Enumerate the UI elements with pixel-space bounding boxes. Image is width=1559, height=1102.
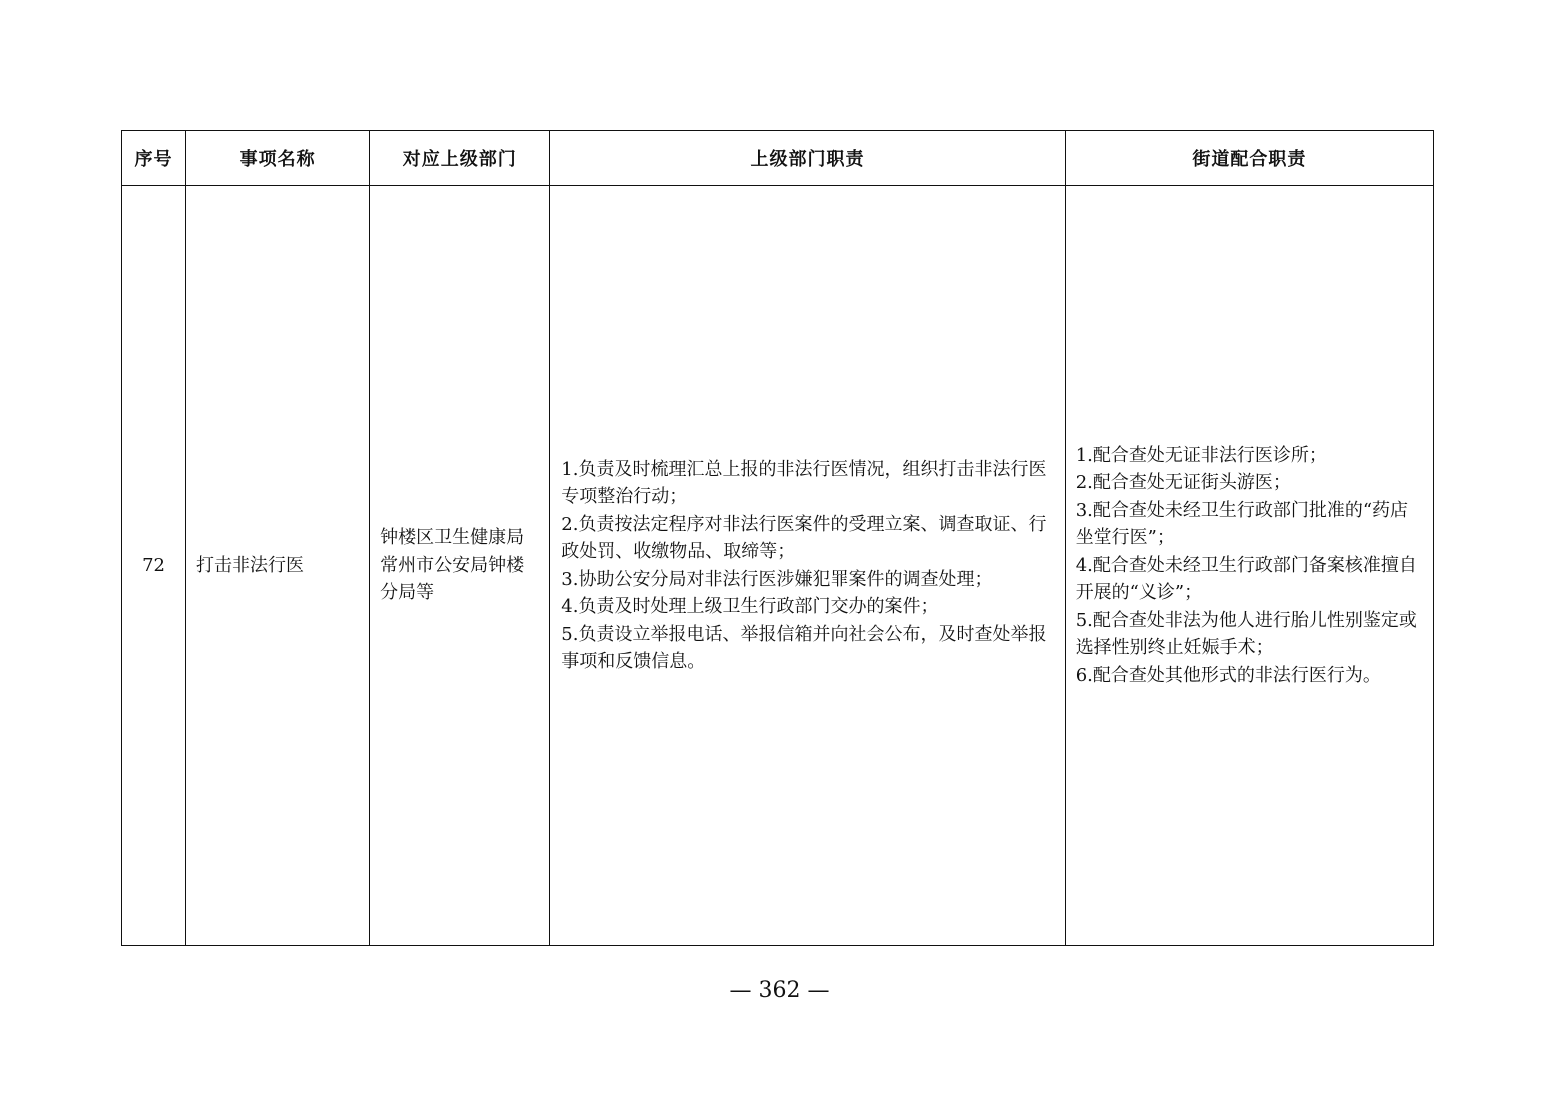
item-name-cell: 打击非法行医 <box>186 186 370 946</box>
upper-duty-item: 3.协助公安分局对非法行医涉嫌犯罪案件的调查处理； <box>561 568 993 590</box>
header-upper-department: 对应上级部门 <box>370 131 550 186</box>
upper-duty-item: 2.负责按法定程序对非法行医案件的受理立案、调查取证、行政处罚、收缴物品、取缔等； <box>561 513 1047 562</box>
department-line: 钟楼区卫生健康局 <box>380 527 525 549</box>
header-item-name: 事项名称 <box>186 131 370 186</box>
serial-number-cell: 72 <box>122 186 186 946</box>
street-duty-item: 2.配合查处无证街头游医； <box>1075 472 1291 494</box>
header-street-duties: 街道配合职责 <box>1065 131 1433 186</box>
upper-duty-item: 4.负责及时处理上级卫生行政部门交办的案件； <box>561 596 939 617</box>
upper-duty-item: 1.负责及时梳理汇总上报的非法行医情况，组织打击非法行医专项整治行动； <box>561 458 1047 507</box>
department-line: 常州市公安局钟楼分局等 <box>380 554 525 604</box>
department-cell <box>370 186 550 946</box>
street-duty-item: 4.配合查处未经卫生行政部门备案核准擅自开展的“义诊”； <box>1075 554 1417 604</box>
page-number: — 362 — <box>729 978 830 1003</box>
street-duty-item: 1.配合查处无证非法行医诊所； <box>1075 444 1327 466</box>
duty-table <box>121 130 1434 946</box>
table-header-row <box>122 131 1434 186</box>
upper-duty-item: 5.负责设立举报电话、举报信箱并向社会公布，及时查处举报事项和反馈信息。 <box>561 623 1047 672</box>
street-duties-cell <box>1065 186 1433 946</box>
upper-duties-cell <box>550 186 1065 946</box>
street-duty-item: 6.配合查处其他形式的非法行医行为。 <box>1075 664 1381 686</box>
header-upper-duties: 上级部门职责 <box>550 131 1065 186</box>
street-duty-item: 5.配合查处非法为他人进行胎儿性别鉴定或选择性别终止妊娠手术； <box>1075 609 1417 659</box>
street-duty-item: 3.配合查处未经卫生行政部门批准的“药店坐堂行医”； <box>1075 499 1409 549</box>
table-row <box>122 186 1434 946</box>
header-serial-number: 序号 <box>122 131 186 186</box>
